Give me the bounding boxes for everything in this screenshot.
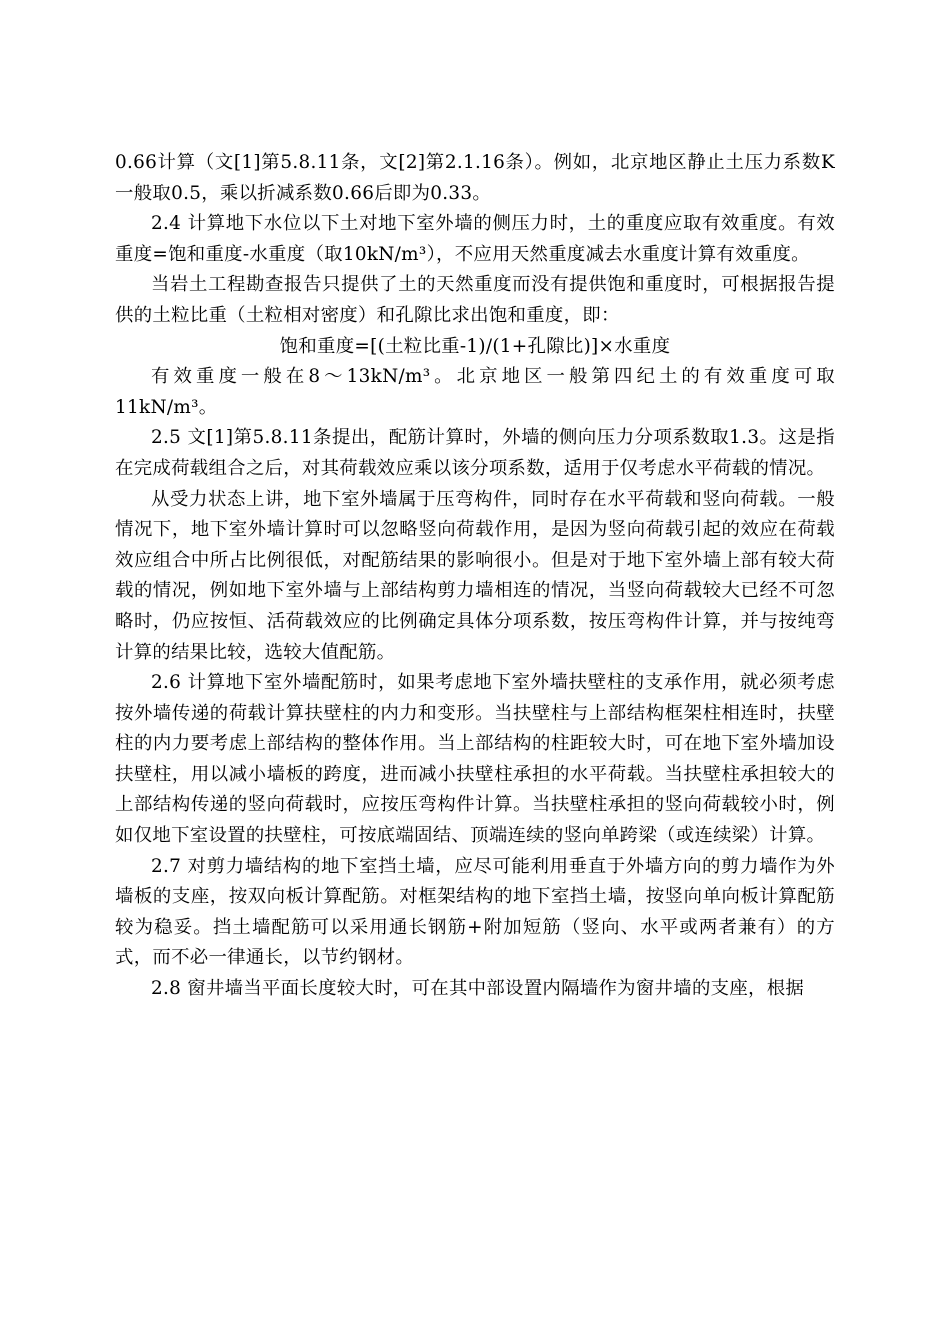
paragraph-effective-weight: 有效重度一般在8～13kN/m³。北京地区一般第四纪土的有效重度可取11kN/m³。 bbox=[115, 366, 835, 418]
paragraph-stress-state: 从受力状态上讲，地下室外墙属于压弯构件，同时存在水平荷载和竖向荷载。一般情况下，地下室外墙计算时可以忽略竖向荷载作用，是因为竖向荷载引起的效应在荷载效应组合中所占比例很低，对配筋结果的影响很小。但是对于地下室外墙上部有较大荷载的情况，例如地下室外墙与上部结构剪力墙相连的情况，当竖向荷载较大已经不可忽略时，仍应按恒、活荷载效应的比例确定具体分项系数，按压弯构件计算，并与按纯弯计算的结果比较，选较大值配筋。 bbox=[115, 488, 835, 663]
paragraph-continuation: 0.66计算（文[1]第5.8.11条，文[2]第2.1.16条）。例如，北京地区静止土压力系数K一般取0.5，乘以折减系数0.66后即为0.33。 bbox=[115, 152, 835, 204]
paragraph-2-6: 2.6 计算地下室外墙配筋时，如果考虑地下室外墙扶壁柱的支承作用，就必须考虑按外墙传递的荷载计算扶壁柱的内力和变形。当扶壁柱与上部结构框架柱相连时，扶壁柱的内力要考虑上部结构的整体作用。当上部结构的柱距较大时，可在地下室外墙加设扶壁柱，用以减小墙板的跨度，进而减小扶壁柱承担的水平荷载。当扶壁柱承担较大的上部结构传递的竖向荷载时，应按压弯构件计算。当扶壁柱承担的竖向荷载较小时，例如仅地下室设置的扶壁柱，可按底端固结、顶端连续的竖向单跨梁（或连续梁）计算。 bbox=[115, 672, 835, 847]
paragraph-saturated-weight: 当岩土工程勘查报告只提供了土的天然重度而没有提供饱和重度时，可根据报告提供的土粒比重（土粒相对密度）和孔隙比求出饱和重度，即： bbox=[115, 274, 835, 326]
paragraph-2-5: 2.5 文[1]第5.8.11条提出，配筋计算时，外墙的侧向压力分项系数取1.3。这是指在完成荷载组合之后，对其荷载效应乘以该分项系数，适用于仅考虑水平荷载的情况。 bbox=[115, 427, 835, 479]
paragraph-2-7: 2.7 对剪力墙结构的地下室挡土墙，应尽可能利用垂直于外墙方向的剪力墙作为外墙板的支座，按双向板计算配筋。对框架结构的地下室挡土墙，按竖向单向板计算配筋较为稳妥。挡土墙配筋可以采用通长钢筋+附加短筋（竖向、水平或两者兼有）的方式，而不必一律通长，以节约钢材。 bbox=[115, 855, 835, 969]
paragraph-2-8: 2.8 窗井墙当平面长度较大时，可在其中部设置内隔墙作为窗井墙的支座，根据 bbox=[151, 978, 805, 1000]
formula-saturated-weight: 饱和重度=[(土粒比重-1)/(1+孔隙比)]×水重度 bbox=[279, 335, 671, 357]
paragraph-2-4: 2.4 计算地下水位以下土对地下室外墙的侧压力时，土的重度应取有效重度。有效重度=饱和重度-水重度（取10kN/m³），不应用天然重度减去水重度计算有效重度。 bbox=[115, 213, 835, 265]
body-text bbox=[115, 148, 835, 1005]
